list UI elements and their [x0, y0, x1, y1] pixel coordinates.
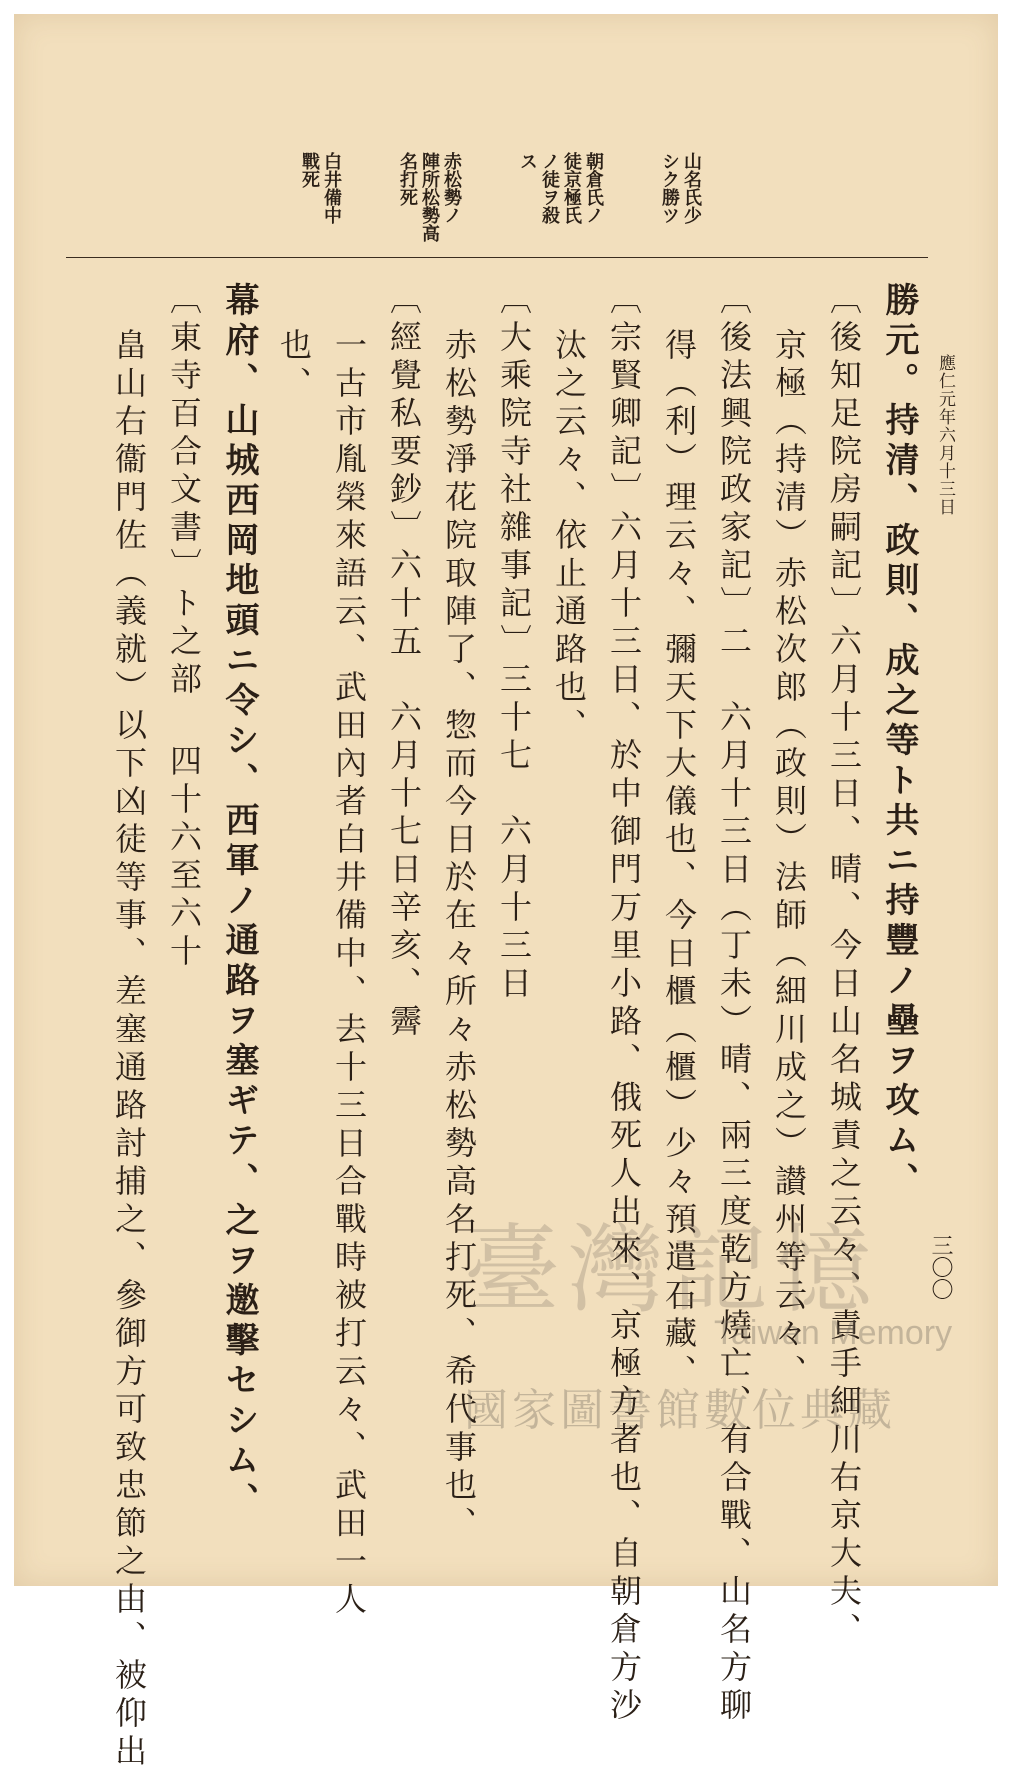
- text-column: 〔後知足院房嗣記〕六月十三日、晴、今日山名城責之云々、責手細川右京大夫、: [825, 282, 863, 1650]
- margin-note: 白井備中 戰死: [299, 152, 342, 224]
- text-column: 勝元。持清、政則、成之等ト共ニ持豐ノ壘ヲ攻ム、: [879, 282, 919, 1202]
- running-head: 應仁元年六月十三日: [935, 354, 955, 516]
- text-column: 京極（持清）赤松次郎（政則）法師（細川成之）讃州等云々、: [770, 328, 808, 1392]
- text-column: 得（利）理云々、彌天下大儀也、今日櫃（櫃）少々預遣石藏、: [660, 328, 698, 1392]
- main-text: [108, 282, 920, 1772]
- text-column: 〔大乘院寺社雜事記〕三十七 六月十三日: [495, 282, 533, 1004]
- margin-note: 朝倉氏ノ 徒京極氏 ノ徒ヲ殺 ス: [517, 152, 604, 224]
- text-column: 畠山右衞門佐（義就）以下凶徒等事、差塞通路討捕之、參御方可致忠節之由、被仰出: [110, 328, 148, 1772]
- watermark-english: Taiwan Memory: [714, 1314, 953, 1352]
- text-column: 〔東寺百合文書〕ト之部 四十六至六十: [165, 282, 203, 972]
- text-column: 汰之云々、依止通路也、: [550, 328, 588, 746]
- margin-notes: [298, 152, 702, 242]
- margin-note: 赤松勢ノ 陣所松勢高 名打死: [397, 152, 462, 242]
- text-column: 幕府、山城西岡地頭ニ令シ、西軍ノ通路ヲ塞ギテ、之ヲ邀擊セシム、: [219, 282, 259, 1522]
- text-column: 也、: [275, 328, 313, 404]
- text-column: 〔經覺私要鈔〕六十五 六月十七日辛亥、霽: [385, 282, 423, 1042]
- text-column: 赤松勢淨花院取陣了、惣而今日於在々所々赤松勢高名打死、希代事也、: [440, 328, 478, 1544]
- margin-note: 山名氏少 シク勝ツ: [659, 152, 702, 224]
- book-page: [14, 14, 998, 1772]
- page-number: 三〇〇: [928, 1234, 953, 1300]
- text-column: 〔宗賢卿記〕六月十三日、於中御門万里小路、俄死人出來、京極方者也、自朝倉方沙: [605, 282, 643, 1726]
- watermark-library: 國家圖書館數位典藏: [464, 1385, 896, 1436]
- watermark-chinese: 臺灣記憶: [464, 1214, 880, 1326]
- text-column: 〔後法興院政家記〕二 六月十三日（丁未）晴、兩三度乾方燒亡、有合戰、山名方聊: [715, 282, 753, 1726]
- text-column: 一古市胤榮來語云、武田內者白井備中、去十三日合戰時被打云々、武田一人: [330, 328, 368, 1620]
- separator-rule: [66, 257, 928, 258]
